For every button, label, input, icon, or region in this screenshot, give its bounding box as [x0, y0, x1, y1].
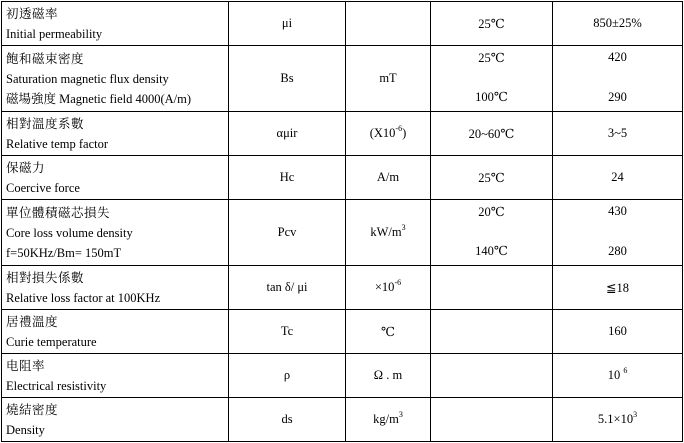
unit-cell: Ω . m — [346, 354, 431, 398]
value-superscript: 3 — [633, 409, 638, 419]
value-cell — [553, 398, 683, 442]
value-cell — [553, 200, 683, 266]
condition-value: 140℃ — [475, 244, 508, 258]
symbol-cell: Bs — [229, 46, 346, 112]
value-text: 5.1×10 — [597, 412, 634, 426]
value-text: 290 — [608, 90, 627, 104]
value-text: 420 — [608, 50, 627, 64]
unit-cell: ℃ — [346, 310, 431, 354]
unit-text-end: ) — [402, 126, 407, 140]
param-name-en: Relative temp factor — [6, 136, 109, 151]
param-name-zh: 單位體積磁芯損失 — [6, 205, 111, 220]
value-text: 430 — [608, 204, 627, 218]
unit-cell: mT — [346, 46, 431, 112]
condition-cell — [431, 398, 553, 442]
param-name-en: Saturation magnetic flux density — [6, 71, 169, 86]
param-name-en: Curie temperature — [6, 334, 97, 349]
param-name-en: Electrical resistivity — [6, 378, 107, 393]
symbol-cell: ds — [229, 398, 346, 442]
value-text: 280 — [608, 244, 627, 258]
symbol-cell: μi — [229, 2, 346, 46]
table-row — [2, 266, 683, 310]
unit-cell — [346, 112, 431, 156]
unit-text: kW/m — [370, 225, 402, 239]
parameter-cell — [2, 398, 229, 442]
param-name-zh: 保磁力 — [6, 160, 46, 175]
param-name-zh: 燒結密度 — [6, 402, 59, 417]
parameter-cell — [2, 2, 229, 46]
table-row — [2, 156, 683, 200]
symbol-cell: tan δ/ μi — [229, 266, 346, 310]
param-extra-condition: 磁場強度 Magnetic field 4000(A/m) — [6, 91, 192, 106]
condition-value: 20℃ — [478, 205, 505, 219]
unit-text: ×10 — [374, 280, 395, 294]
param-name-en: Density — [6, 422, 45, 437]
param-name-zh: 初透磁率 — [6, 6, 59, 21]
unit-superscript: 3 — [401, 222, 406, 232]
unit-superscript: -6 — [394, 277, 402, 287]
symbol-cell: Tc — [229, 310, 346, 354]
unit-text: (X10 — [369, 126, 396, 140]
unit-cell — [346, 266, 431, 310]
condition-value: 100℃ — [475, 90, 508, 104]
value-superscript: 6 — [623, 365, 628, 375]
param-name-zh: 居禮溫度 — [6, 314, 59, 329]
unit-cell — [346, 398, 431, 442]
parameter-cell — [2, 310, 229, 354]
symbol-cell: αμir — [229, 112, 346, 156]
condition-value: 25℃ — [478, 51, 505, 65]
condition-cell: 25℃ — [431, 2, 553, 46]
value-cell: 850±25% — [553, 2, 683, 46]
value-cell: 160 — [553, 310, 683, 354]
param-name-en: Coercive force — [6, 180, 80, 195]
param-name-zh: 相對溫度系數 — [6, 116, 85, 131]
symbol-cell: Pcv — [229, 200, 346, 266]
parameter-cell — [2, 156, 229, 200]
unit-superscript: -6 — [395, 123, 403, 133]
table-row — [2, 112, 683, 156]
unit-superscript: 3 — [398, 409, 403, 419]
parameter-cell — [2, 200, 229, 266]
parameter-cell — [2, 46, 229, 112]
table-row — [2, 398, 683, 442]
parameter-cell — [2, 266, 229, 310]
param-name-zh: 相對損失係數 — [6, 270, 85, 285]
condition-cell — [431, 354, 553, 398]
symbol-cell: ρ — [229, 354, 346, 398]
value-cell: 24 — [553, 156, 683, 200]
condition-cell — [431, 46, 553, 112]
value-cell: ≦18 — [553, 266, 683, 310]
symbol-cell: Hc — [229, 156, 346, 200]
table-row — [2, 46, 683, 112]
condition-cell — [431, 266, 553, 310]
table-row — [2, 310, 683, 354]
table-row — [2, 354, 683, 398]
unit-text: kg/m — [373, 412, 399, 426]
condition-cell: 25℃ — [431, 156, 553, 200]
unit-cell — [346, 200, 431, 266]
parameter-cell — [2, 112, 229, 156]
param-name-en: Initial permeability — [6, 26, 103, 41]
condition-cell: 20~60℃ — [431, 112, 553, 156]
value-cell: 3~5 — [553, 112, 683, 156]
param-name-zh: 飽和磁束密度 — [6, 51, 85, 66]
condition-cell — [431, 200, 553, 266]
param-name-zh: 电阻率 — [6, 358, 46, 373]
value-text: 10 — [607, 368, 621, 382]
unit-cell — [346, 2, 431, 46]
parameter-cell — [2, 354, 229, 398]
value-cell — [553, 46, 683, 112]
param-extra-condition: f=50KHz/Bm= 150mT — [6, 245, 122, 260]
unit-cell: A/m — [346, 156, 431, 200]
param-name-en: Relative loss factor at 100KHz — [6, 290, 161, 305]
param-name-en: Core loss volume density — [6, 225, 133, 240]
value-cell — [553, 354, 683, 398]
table-row — [2, 2, 683, 46]
table-row — [2, 200, 683, 266]
condition-cell — [431, 310, 553, 354]
material-properties-table — [1, 1, 683, 442]
